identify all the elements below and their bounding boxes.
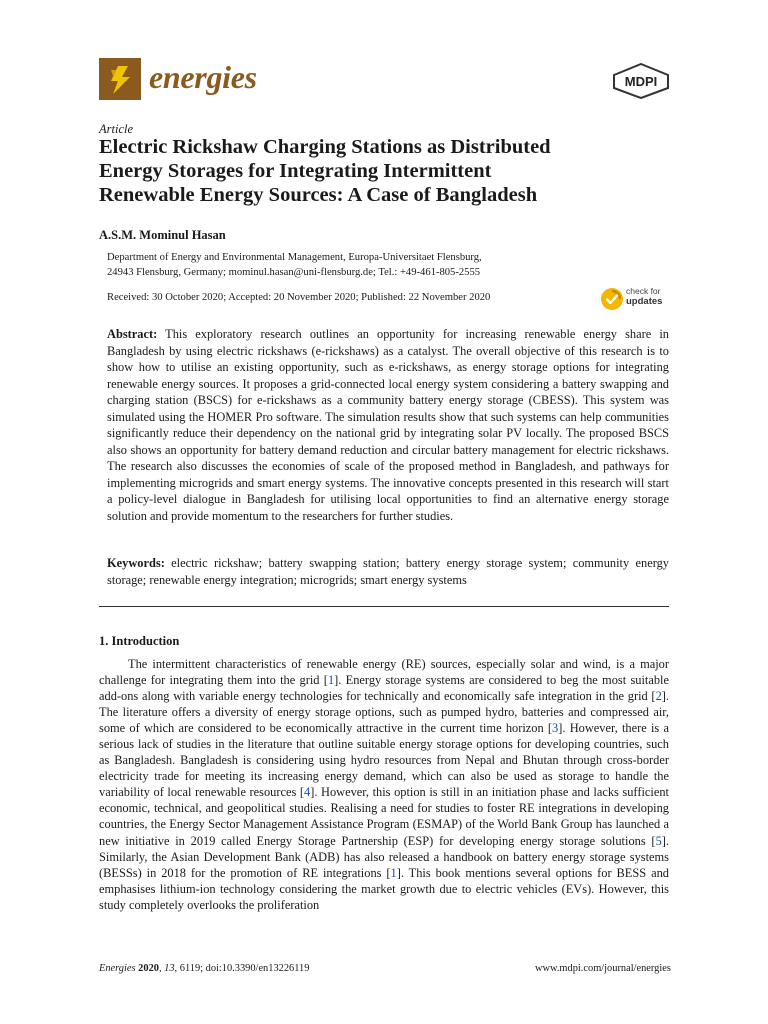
affiliation-line: 24943 Flensburg, Germany; mominul.hasan@uni-flensburg.de; Tel.: +49-461-805-2555 — [107, 267, 481, 278]
citation-link[interactable]: 4 — [304, 785, 311, 800]
text-run: The intermittent characteristics of renewable energy (RE) sources, especially solar and wind, is a major challenge for integrating them into the grid [ — [99, 657, 669, 688]
keywords — [107, 555, 669, 588]
text-run: ]. This book mentions several options for BESS and emphasises lithium-ion technology considering the market growth due to electric vehicles (EVs). However, this study completely overlooks the proliferation — [99, 865, 669, 912]
mdpi-logo-text: MDPI — [624, 74, 658, 89]
footer-doi: , 6119; doi:10.3390/en13226119 — [174, 963, 310, 974]
citation-link[interactable]: 1 — [327, 673, 335, 688]
check-updates-label — [626, 287, 662, 306]
citation-link[interactable]: 5 — [655, 833, 662, 848]
journal-logo — [99, 58, 141, 100]
text-run: ]. However, this option is still in an initiation phase and lacks sufficient economic, technical, and geopolitical studies. Realising a need for studies to foster RE integrations in developing countries, the Energy Sector Management Assistance Program (ESMAP) of the World Bank Group has launched a new initiative in 2019 called Energy Storage Partnership (ESP) for developing energy storage solutions [ — [99, 785, 669, 848]
abstract — [107, 326, 669, 524]
title-line: Renewable Energy Sources: A Case of Bangladesh — [99, 183, 538, 206]
footer-citation: Energies 2020, 13, 6119; doi:10.3390/en13226119 — [99, 963, 310, 974]
text-run: ]. Energy storage systems are considered to beg the most suitable add-ons along with variable energy technologies for technically and economically safe integration in the grid [ — [99, 673, 669, 704]
text-run: ]. Similarly, the Asian Development Bank (ADB) has also released a handbook on battery energy storage systems (BESSs) in 2018 for the promotion of RE integrations [ — [99, 833, 669, 880]
footer-year: 2020 — [138, 963, 159, 974]
lightning-bolt-icon — [99, 58, 141, 100]
abstract-text: This exploratory research outlines an opportunity for increasing renewable energy share in Bangladesh by using electric rickshaws (e-rickshaws) as a catalyst. The overall objective of this research is to show how to utilise an existing opportunity, such as e-rickshaws, as energy storage options for integrating renewable energy sources. It proposes a grid-connected local energy system considering a battery swapping and charging station (BSCS) for e-rickshaws as a community battery energy storage (CBESS). This system was simulated using the HOMER Pro software. The simulation results show that such systems can help communities significantly reduce their dependency on the national grid by integrating solar PV locally. The proposed BSCS also shows an opportunity for battery demand reduction and circular battery management for electric rickshaws. The research also discusses the economies of scale of the proposed method in Bangladesh, and pathways for implementing microgrids and smart energy systems. The innovative concepts presented in this research will start a policy-level dialogue in Bangladesh for utilising local opportunities to find an alternative energy storage solution and provide momentum to the researchers for further studies. — [107, 327, 669, 523]
title-line: Energy Storages for Integrating Intermittent — [99, 159, 492, 182]
text-run: ]. However, there is a serious lack of studies in the literature that outline suitable energy storage options for developing countries, such as Bangladesh. Bangladesh is considering using hydro resources from Nepal and Bhutan through cross-border electricity trade for meeting its increasing energy demand, which can also be used as storage to handle the variability of local renewable resources [ — [99, 721, 670, 800]
paragraph — [99, 656, 669, 913]
mdpi-logo — [612, 63, 670, 99]
affiliation-line: Department of Energy and Environmental Management, Europa-Universitaet Flensburg, — [107, 252, 482, 263]
check-updates-line1: check for — [626, 286, 661, 296]
publication-dates: Received: 30 October 2020; Accepted: 20 November 2020; Published: 22 November 2020 — [107, 292, 491, 303]
citation-link[interactable]: 3 — [552, 721, 559, 736]
author-name: A.S.M. Mominul Hasan — [99, 228, 226, 242]
affiliation — [107, 250, 482, 280]
keywords-text: electric rickshaw; battery swapping station; battery energy storage system; community energy storage; renewable energy integration; microgrids; smart energy systems — [107, 556, 669, 587]
article-type: Article — [99, 122, 134, 136]
paper-title — [99, 136, 679, 207]
section-divider — [99, 606, 669, 607]
footer-journal: Energies — [99, 963, 136, 974]
footer-url[interactable]: www.mdpi.com/journal/energies — [535, 963, 671, 974]
check-badge-icon — [600, 287, 624, 311]
check-for-updates-badge[interactable] — [600, 285, 672, 313]
introduction-body — [99, 656, 669, 913]
citation-link[interactable]: 1 — [390, 865, 397, 880]
abstract-label: Abstract: — [107, 327, 158, 341]
keywords-label: Keywords: — [107, 556, 165, 570]
footer-volume: 13 — [164, 963, 175, 974]
check-updates-line2: updates — [626, 295, 663, 307]
journal-name: energies — [149, 59, 257, 95]
citation-link[interactable]: 2 — [655, 689, 662, 704]
section-heading: 1. Introduction — [99, 634, 180, 648]
title-line: Electric Rickshaw Charging Stations as Distributed — [99, 136, 551, 158]
text-run: ]. The literature offers a diversity of energy storage options, such as pumped hydro, batteries and compressed air, some of which are considered to be economically attractive in the current time horizon [ — [99, 689, 669, 736]
